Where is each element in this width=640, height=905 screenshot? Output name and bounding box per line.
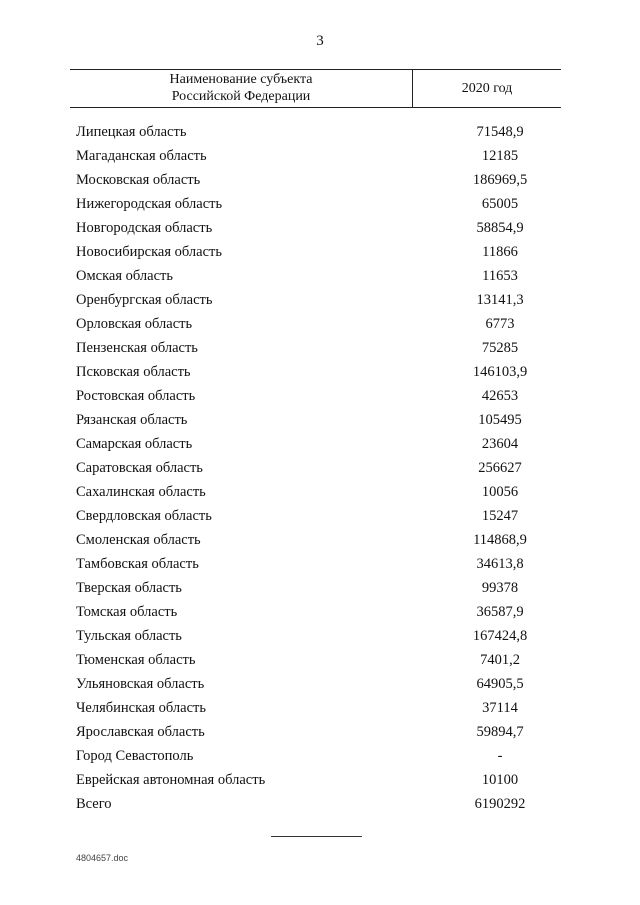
table-row [76,648,561,672]
document-id: 4804657.doc [76,853,129,863]
page-number: 3 [316,33,324,49]
region-value: 10056 [481,484,519,500]
table-row [76,576,561,600]
table-row [76,504,561,528]
table-row [76,528,561,552]
region-value: 64905,5 [476,676,524,692]
region-name: Тверская область [76,580,182,596]
region-name: Саратовская область [76,460,203,476]
table-row [76,456,561,480]
region-name: Пензенская область [76,340,198,356]
region-name: Новгородская область [76,220,213,236]
region-name: Липецкая область [76,124,187,140]
header-subject-name-line1: Наименование субъекта [169,72,313,87]
region-name: Магаданская область [76,148,207,164]
region-value: 99378 [481,580,519,596]
region-name: Самарская область [76,436,193,452]
region-name: Оренбургская область [76,292,213,308]
region-name: Ярославская область [76,724,205,740]
table-body [76,120,561,816]
region-value: 34613,8 [476,556,524,572]
table-row [76,384,561,408]
table-row [76,792,561,816]
region-value: 10100 [481,772,519,788]
region-value: 12185 [481,148,519,164]
region-name: Тюменская область [76,652,196,668]
header-subject-name-line2: Российской Федерации [171,89,311,104]
region-value: 167424,8 [472,628,528,644]
table-row [76,480,561,504]
header-year: 2020 год [461,81,513,96]
table-row [76,672,561,696]
region-value: 15247 [481,508,519,524]
region-name: Новосибирская область [76,244,222,260]
region-name: Томская область [76,604,178,620]
region-value: 71548,9 [476,124,524,140]
table-row [76,192,561,216]
region-value: 37114 [482,700,518,716]
region-name: Всего [76,796,112,812]
region-name: Свердловская область [76,508,212,524]
table-row [76,600,561,624]
region-value: 114868,9 [473,532,527,548]
table-row [76,120,561,144]
region-value: 146103,9 [472,364,528,380]
table-row [76,144,561,168]
table-row [76,408,561,432]
end-rule [271,836,362,837]
region-value: 23604 [481,436,519,452]
region-value: 58854,9 [476,220,524,236]
region-value: 11866 [482,244,518,260]
region-value: 65005 [481,196,519,212]
region-name: Город Севастополь [76,748,194,764]
table-row [76,768,561,792]
region-value: 105495 [478,412,522,428]
region-name: Псковская область [76,364,191,380]
table-row [76,288,561,312]
region-name: Еврейская автономная область [76,772,266,788]
table-row [76,240,561,264]
region-value: 59894,7 [476,724,524,740]
region-name: Ростовская область [76,388,196,404]
region-value: 256627 [478,460,522,476]
region-name: Рязанская область [76,412,188,428]
header-subject-name [70,71,412,105]
table-row [76,312,561,336]
region-value: 75285 [481,340,519,356]
region-name: Сахалинская область [76,484,206,500]
region-value: 13141,3 [476,292,524,308]
region-value: 42653 [481,388,519,404]
table-row [76,552,561,576]
region-value: 6190292 [474,796,526,812]
region-value: - [497,748,503,764]
table-row [76,720,561,744]
region-name: Челябинская область [76,700,206,716]
region-value: 36587,9 [476,604,524,620]
table-row [76,168,561,192]
region-value: 7401,2 [480,652,520,668]
region-name: Орловская область [76,316,193,332]
table-row [76,216,561,240]
table-row [76,264,561,288]
table-header [70,69,561,108]
region-value: 11653 [482,268,518,284]
region-name: Тульская область [76,628,182,644]
region-name: Ульяновская область [76,676,205,692]
region-name: Московская область [76,172,201,188]
table-row [76,744,561,768]
table-row [76,336,561,360]
table-row [76,696,561,720]
table-row [76,360,561,384]
region-value: 6773 [485,316,515,332]
region-name: Омская область [76,268,173,284]
region-name: Смоленская область [76,532,201,548]
table-row [76,624,561,648]
table-row [76,432,561,456]
region-value: 186969,5 [472,172,528,188]
region-name: Тамбовская область [76,556,199,572]
region-name: Нижегородская область [76,196,223,212]
